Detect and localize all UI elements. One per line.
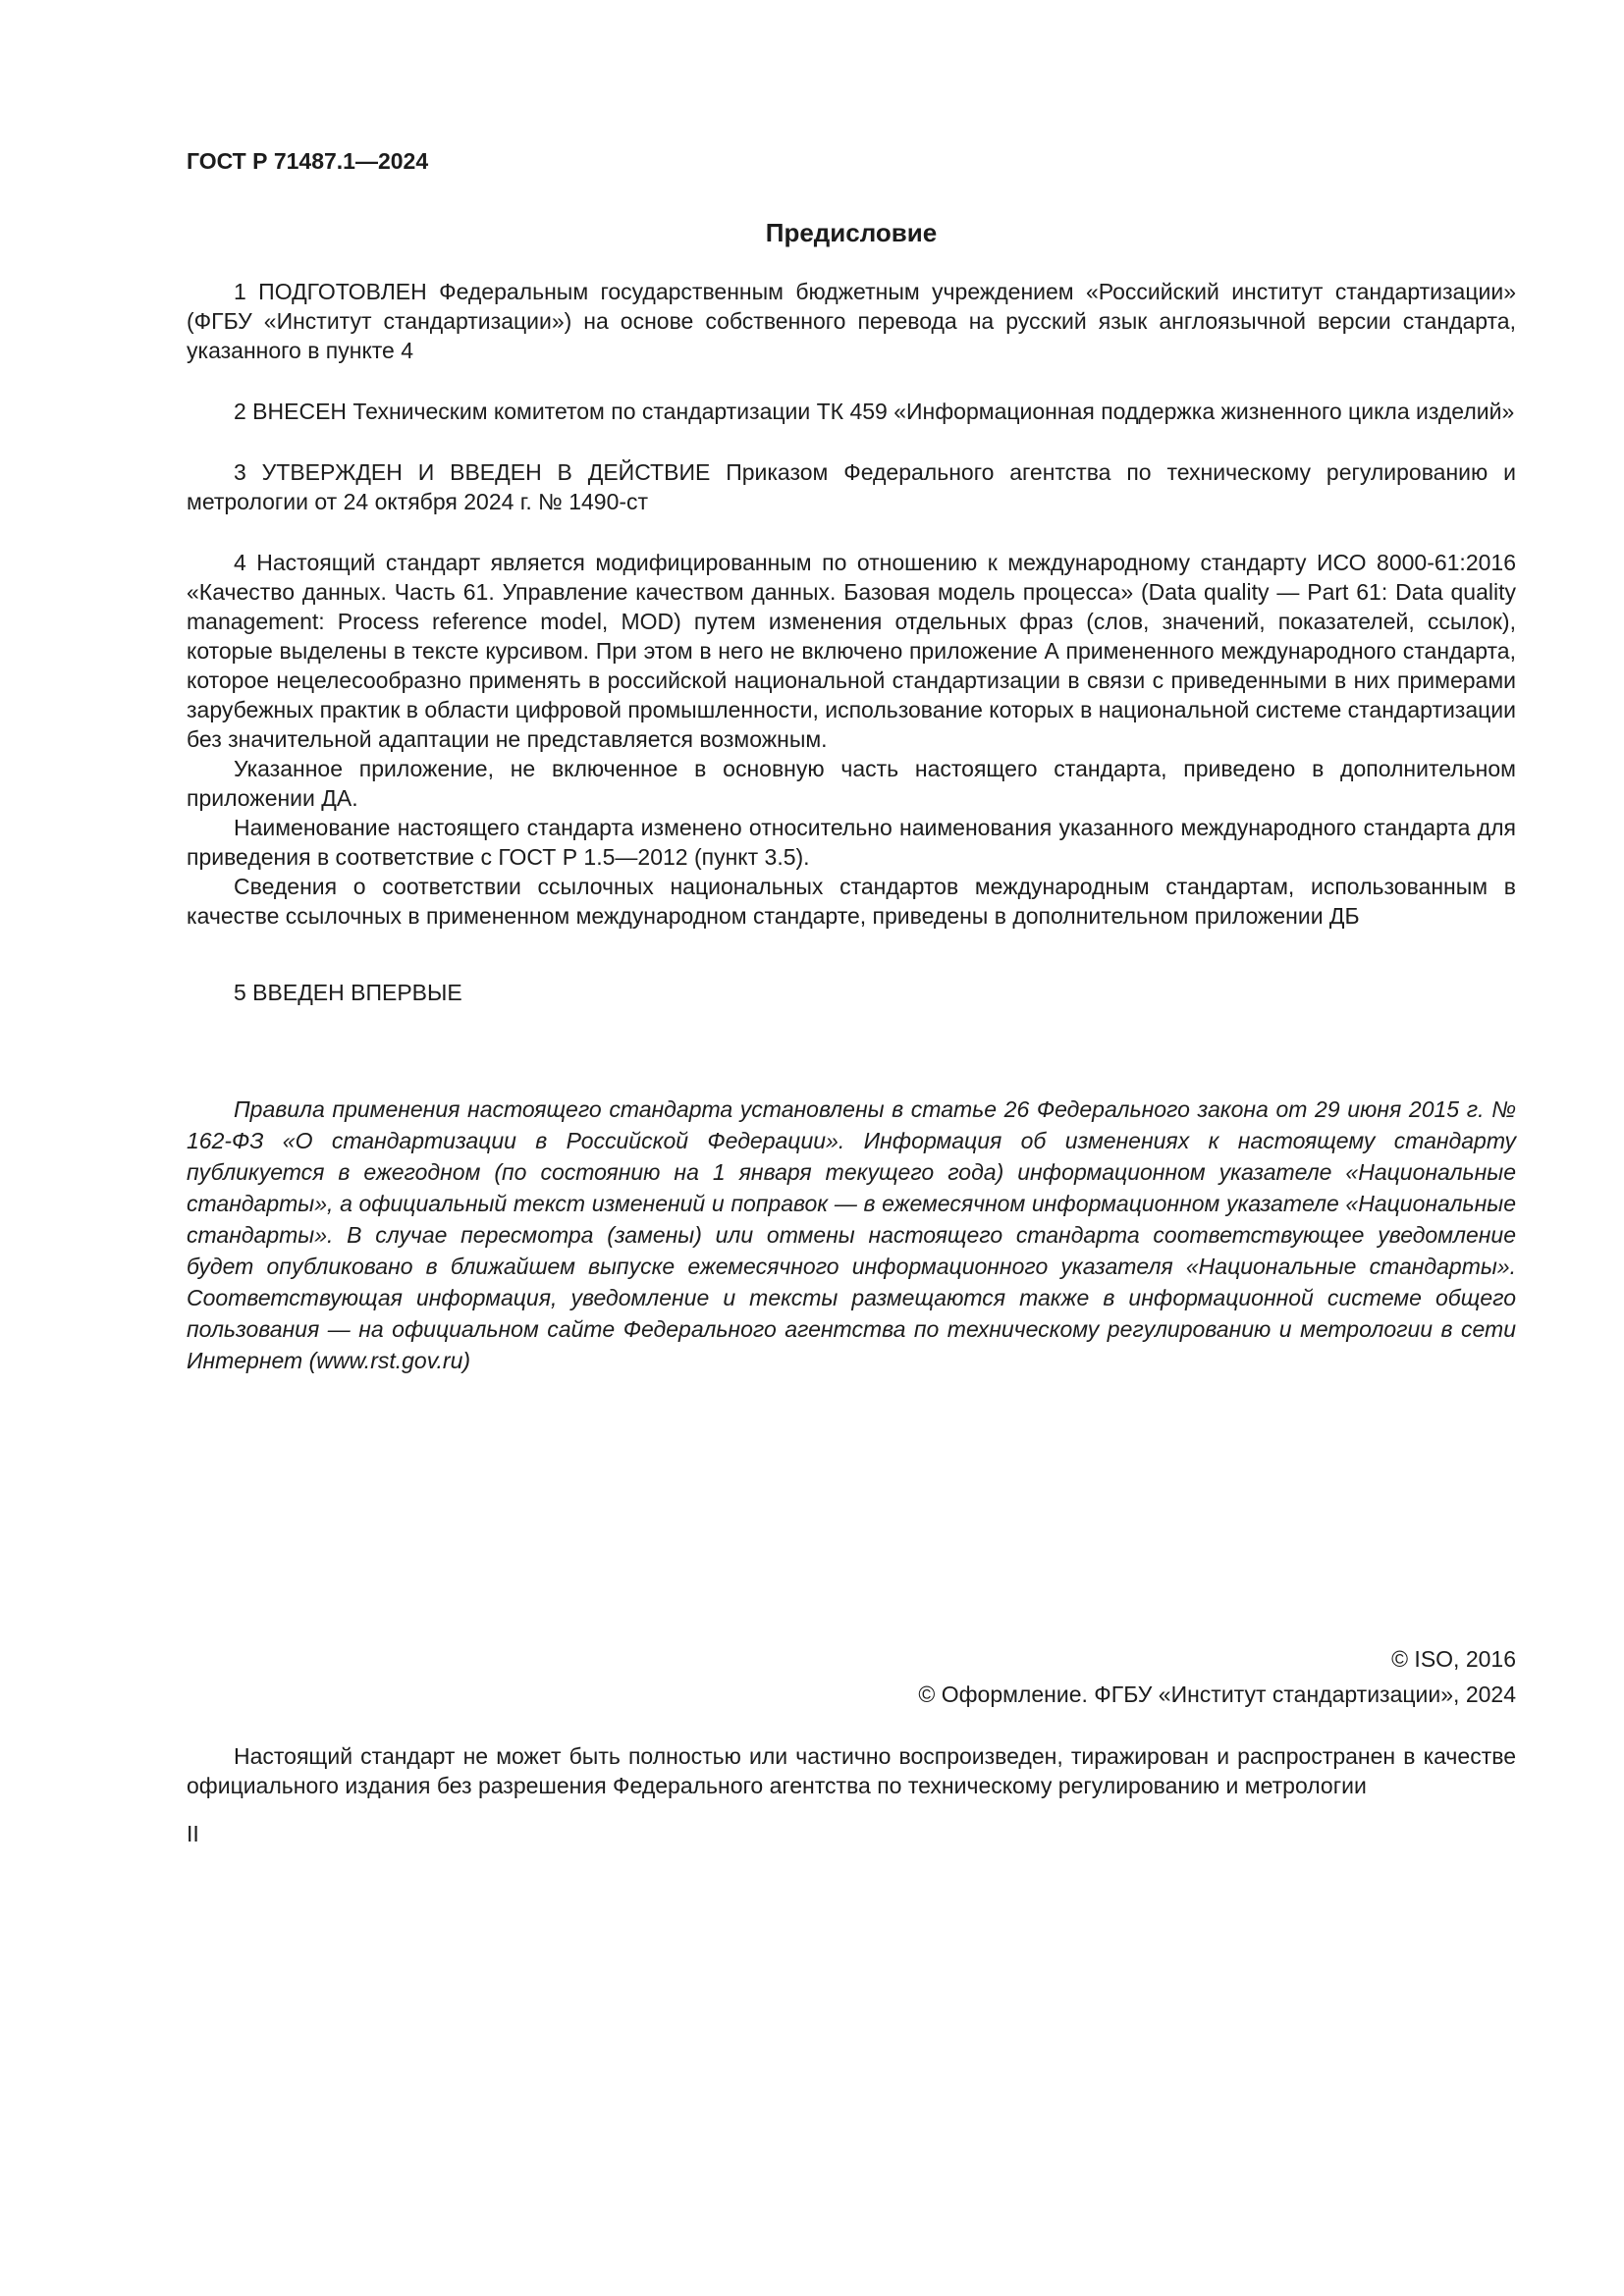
section-title: Предисловие: [765, 218, 938, 247]
foreword-item-3: 3 УТВЕРЖДЕН И ВВЕДЕН В ДЕЙСТВИЕ Приказом Федерального агентства по техническому регулированию и метрологии от 24 октября 2024 г. № 1490-ст: [187, 459, 1516, 514]
foreword-item-4-note-2: Наименование настоящего стандарта изменено относительно наименования указанного международного стандарта для приведения в соответствие с ГОСТ Р 1.5—2012 (пункт 3.5).: [187, 815, 1516, 870]
foreword-item-4-note-1: Указанное приложение, не включенное в основную часть настоящего стандарта, приведено в дополнительном приложении ДА.: [187, 756, 1516, 811]
copyright-iso-line: © ISO, 2016: [1391, 1646, 1516, 1672]
page-number: II: [187, 1821, 199, 1846]
foreword-item-5: 5 ВВЕДЕН ВПЕРВЫЕ: [234, 980, 462, 1005]
foreword-item-4-note-3: Сведения о соответствии ссылочных национальных стандартов международным стандартам, использованным в качестве ссылочных в примененном международном стандарте, приведены в дополнительном приложении ДБ: [187, 874, 1516, 929]
foreword-item-1: 1 ПОДГОТОВЛЕН Федеральным государственным бюджетным учреждением «Российский институт стандартизации» (ФГБУ «Институт стандартизации») на основе собственного перевода на русский язык англоязычной версии стандарта, указанного в пункте 4: [187, 279, 1516, 363]
copyright-block: [187, 1641, 1516, 1712]
foreword-item-4: 4 Настоящий стандарт является модифицированным по отношению к международному стандарту ИСО 8000-61:2016 «Качество данных. Часть 61. Управление качеством данных. Базовая модель процесса» (Data quality — Part 61: Data quality management: Process reference model, MOD) путем изменения отдельных фраз (слов, значений, показателей, ссылок), которые выделены в тексте курсивом. При этом в него не включено приложение А примененного международного стандарта, которое нецелесообразно применять в российской национальной стандартизации в связи с приведенными в них примерами зарубежных практик в области цифровой промышленности, использование которых в национальной системе стандартизации без значительной адаптации не представляется возможным.: [187, 550, 1516, 752]
document-code: ГОСТ Р 71487.1—2024: [187, 148, 429, 174]
legal-notice: Правила применения настоящего стандарта установлены в статье 26 Федерального закона от 29 июня 2015 г. № 162-ФЗ «О стандартизации в Российской Федерации». Информация об изменениях к настоящему стандарту публикуется в ежегодном (по состоянию на 1 января текущего года) информационном указателе «Национальные стандарты», а официальный текст изменений и поправок — в ежемесячном информационном указателе «Национальные стандарты». В случае пересмотра (замены) или отмены настоящего стандарта соответствующее уведомление будет опубликовано в ближайшем выпуске ежемесячного информационного указателя «Национальные стандарты». Соответствующая информация, уведомление и тексты размещаются также в информационной системе общего пользования — на официальном сайте Федерального агентства по техническому регулированию и метрологии в сети Интернет (www.rst.gov.ru): [187, 1096, 1516, 1373]
foreword-item-2: 2 ВНЕСЕН Техническим комитетом по стандартизации ТК 459 «Информационная поддержка жизненного цикла изделий»: [234, 399, 1515, 424]
reproduction-restriction: Настоящий стандарт не может быть полностью или частично воспроизведен, тиражирован и распространен в качестве официального издания без разрешения Федерального агентства по техническому регулированию и метрологии: [187, 1743, 1516, 1798]
copyright-design-line: © Оформление. ФГБУ «Институт стандартизации», 2024: [918, 1682, 1516, 1707]
